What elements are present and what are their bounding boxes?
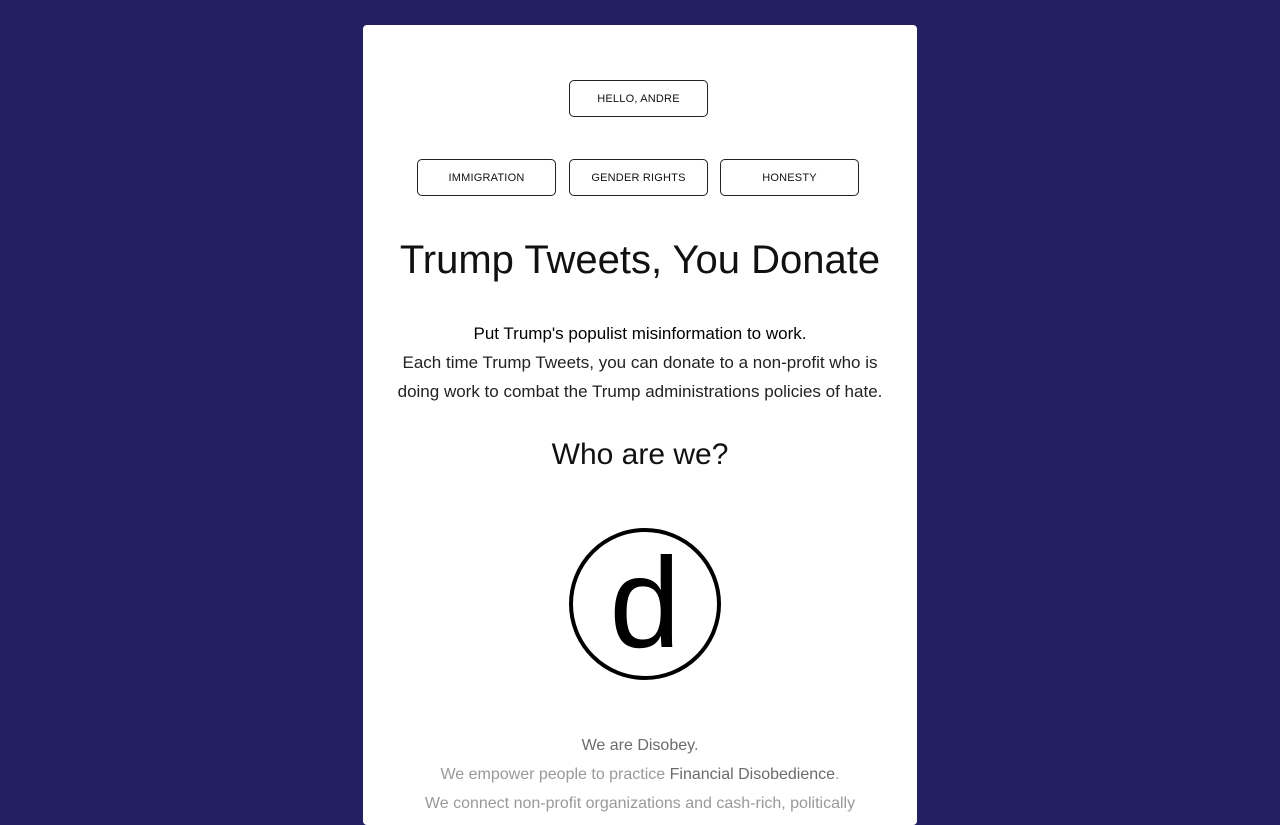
page-title: Trump Tweets, You Donate xyxy=(399,238,881,282)
tab-honesty[interactable]: HONESTY xyxy=(720,159,859,196)
about-line-3: We connect non-profit organizations and cash-rich, politically xyxy=(424,795,856,812)
about-heading: Who are we? xyxy=(551,438,729,471)
tab-gender-rights[interactable]: GENDER RIGHTS xyxy=(569,159,708,196)
about-line-2 xyxy=(363,760,917,789)
disobey-logo-icon xyxy=(568,527,722,681)
financial-disobedience-link: Financial Disobedience xyxy=(669,766,836,783)
tab-immigration[interactable]: IMMIGRATION xyxy=(417,159,556,196)
about-line-prefix: We empower people to practice xyxy=(440,766,670,783)
about-line-suffix: . xyxy=(835,766,840,783)
hero-body-line-2: doing work to combat the Trump administrations policies of hate. xyxy=(397,382,883,401)
logo-letter: d xyxy=(609,532,681,675)
user-greeting-button[interactable]: HELLO, ANDRE xyxy=(569,80,708,117)
about-intro: We are Disobey. xyxy=(581,737,699,754)
hero-tagline: Put Trump's populist misinformation to work. xyxy=(473,324,807,343)
main-card xyxy=(363,25,917,825)
hero-body-line-1: Each time Trump Tweets, you can donate to a non-profit who is xyxy=(402,353,878,372)
about-text xyxy=(363,731,917,818)
hero-description xyxy=(363,319,917,406)
